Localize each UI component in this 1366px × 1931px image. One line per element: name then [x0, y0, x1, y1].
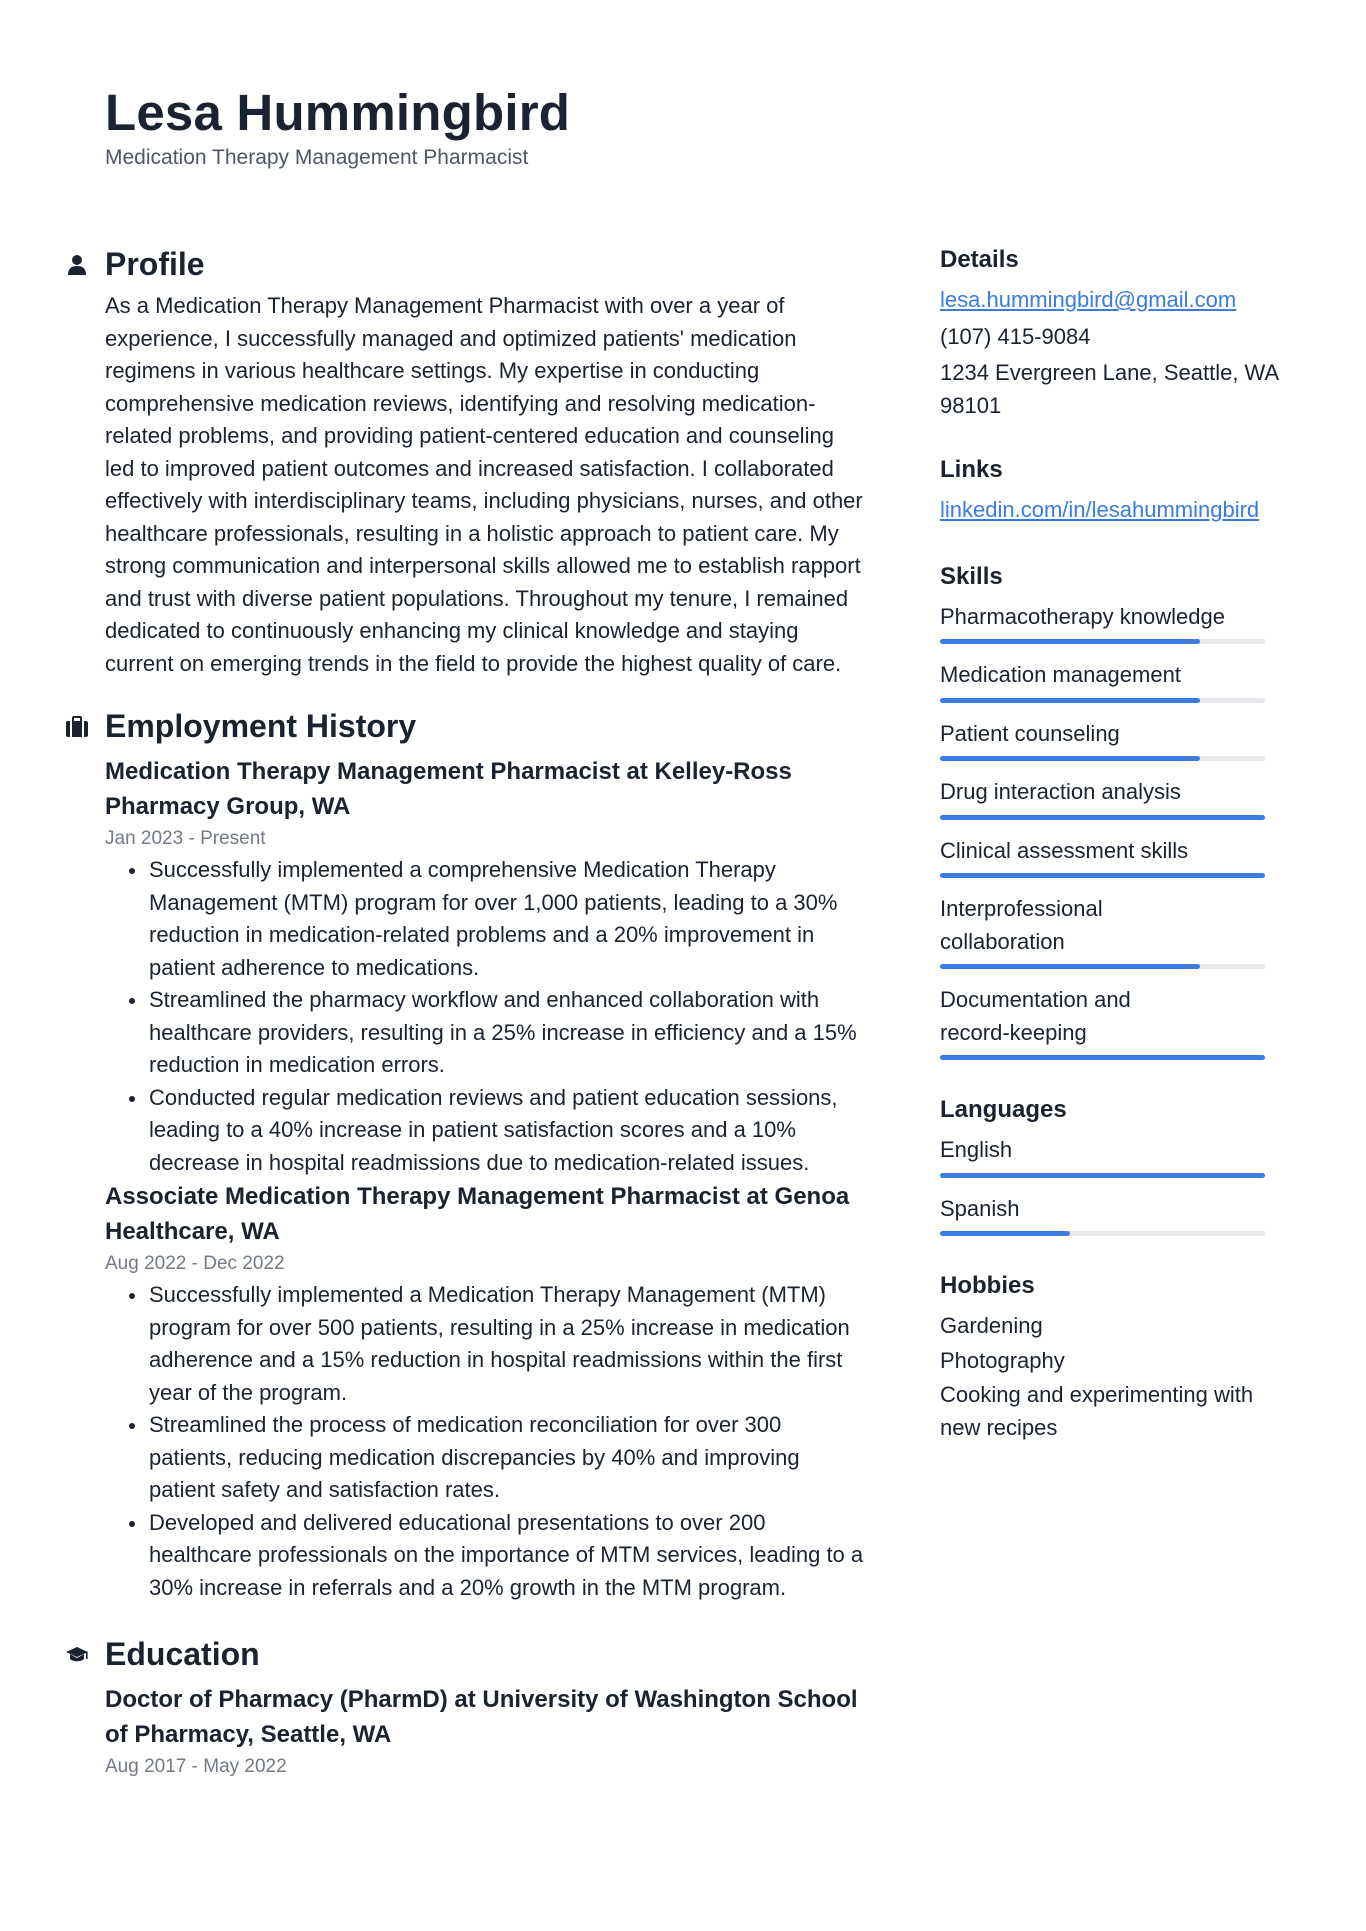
job-bullet: Developed and delivered educational presentations to over 200 healthcare professionals on the importance of MTM services, leading to a 30% increase in referrals and a 20% growth in the MTM program.	[149, 1507, 865, 1605]
job-title: Associate Medication Therapy Management Pharmacist at Genoa Healthcare, WA	[105, 1183, 850, 1245]
skill-label: Medication management	[940, 662, 1181, 687]
skill-item	[940, 893, 1280, 969]
details-heading: Details	[940, 246, 1019, 273]
hobby-item: Gardening	[940, 1313, 1043, 1338]
candidate-name: Lesa Hummingbird	[105, 84, 571, 141]
skill-level-fill	[940, 756, 1200, 761]
linkedin-link[interactable]: linkedin.com/in/lesahummingbird	[940, 497, 1260, 522]
skill-label: Documentation and record-keeping	[940, 987, 1131, 1045]
skill-item	[940, 718, 1280, 762]
job-dates: Jan 2023 - Present	[105, 828, 266, 849]
skill-item	[940, 659, 1280, 703]
job-entry	[105, 1179, 865, 1604]
skill-level-fill	[940, 698, 1200, 703]
profile-heading: Profile	[105, 246, 205, 282]
education-heading: Education	[105, 1636, 260, 1672]
education-dates: Aug 2017 - May 2022	[105, 1756, 287, 1777]
language-level-bar	[940, 1231, 1265, 1236]
skill-level-bar	[940, 639, 1265, 644]
skill-item	[940, 601, 1280, 645]
skill-item	[940, 984, 1280, 1060]
languages-list	[940, 1134, 1280, 1236]
education-section	[105, 1630, 865, 1782]
language-label: Spanish	[940, 1195, 1020, 1221]
main-column	[105, 240, 865, 1782]
address-text: 1234 Evergreen Lane, Seattle, WA 98101	[940, 360, 1278, 418]
skills-section	[940, 557, 1280, 1061]
job-dates: Aug 2022 - Dec 2022	[105, 1253, 285, 1274]
hobby-item: Cooking and experimenting with new recipes	[940, 1382, 1254, 1440]
job-bullet: Successfully implemented a Medication Therapy Management (MTM) program for over 500 patients, resulting in a 25% increase in medication adherence and a 15% reduction in hospital readmissions within the first year of the program.	[149, 1279, 865, 1409]
education-title: Doctor of Pharmacy (PharmD) at University of Washington School of Pharmacy, Seattle, WA	[105, 1686, 858, 1748]
skill-level-fill	[940, 873, 1265, 878]
candidate-title: Medication Therapy Management Pharmacist	[105, 146, 529, 169]
job-bullets	[105, 854, 865, 1179]
job-bullet: Streamlined the process of medication reconciliation for over 300 patients, reducing medication discrepancies by 40% and improving patient safety and satisfaction rates.	[149, 1409, 865, 1507]
skill-label: Drug interaction analysis	[940, 779, 1181, 804]
languages-section	[940, 1090, 1280, 1236]
job-entry	[105, 754, 865, 1179]
skill-label: Pharmacotherapy knowledge	[940, 603, 1225, 629]
skills-list	[940, 601, 1280, 1061]
job-bullet: Streamlined the pharmacy workflow and enhanced collaboration with healthcare providers, resulting in a 25% increase in efficiency and a 15% reduction in medication errors.	[149, 984, 865, 1082]
job-bullets	[105, 1279, 865, 1604]
details-section	[940, 240, 1280, 422]
links-section	[940, 450, 1280, 527]
job-title: Medication Therapy Management Pharmacist at Kelley-Ross Pharmacy Group, WA	[105, 758, 792, 820]
language-label: English	[940, 1137, 1013, 1162]
language-level-fill	[940, 1173, 1265, 1178]
skill-item	[940, 776, 1280, 820]
skill-label: Interprofessional collaboration	[940, 896, 1103, 954]
hobbies-heading: Hobbies	[940, 1272, 1035, 1299]
links-heading: Links	[940, 456, 1003, 483]
skill-label: Clinical assessment skills	[940, 837, 1189, 863]
skill-item	[940, 835, 1280, 879]
phone-text: (107) 415-9084	[940, 323, 1091, 349]
skill-level-bar	[940, 964, 1265, 969]
profile-section	[105, 240, 865, 680]
skill-level-bar	[940, 815, 1265, 820]
skill-level-fill	[940, 1055, 1265, 1060]
language-item	[940, 1134, 1280, 1178]
language-level-fill	[940, 1231, 1070, 1236]
job-bullet: Conducted regular medication reviews and patient education sessions, leading to a 40% increase in patient satisfaction scores and a 10% decrease in hospital readmissions due to medication-related issues.	[149, 1082, 865, 1180]
education-entry	[105, 1682, 865, 1782]
sidebar-column	[940, 240, 1280, 1444]
skill-level-fill	[940, 639, 1200, 644]
email-link[interactable]: lesa.hummingbird@gmail.com	[940, 287, 1237, 312]
language-level-bar	[940, 1173, 1265, 1178]
resume-header	[105, 82, 570, 172]
language-item	[940, 1193, 1280, 1237]
skill-level-bar	[940, 698, 1265, 703]
hobbies-section	[940, 1266, 1280, 1444]
skills-heading: Skills	[940, 562, 1003, 590]
profile-text: As a Medication Therapy Management Pharmacist with over a year of experience, I successfully managed and optimized patients' medication regimens in various healthcare settings. My expertise in conducting comprehensive medication reviews, identifying and resolving medication-related problems, and providing patient-centered education and counseling led to improved patient outcomes and increased satisfaction. I collaborated effectively with interdisciplinary teams, including physicians, nurses, and other healthcare professionals, resulting in a holistic approach to patient care. My strong communication and interpersonal skills allowed me to establish rapport and trust with diverse patient populations. Throughout my tenure, I remained dedicated to continuously enhancing my clinical knowledge and staying current on emerging trends in the field to provide the highest quality of care.	[105, 293, 863, 676]
person-icon	[64, 252, 90, 278]
graduation-cap-icon	[64, 1642, 90, 1668]
skill-level-fill	[940, 815, 1265, 820]
job-bullet: Successfully implemented a comprehensive Medication Therapy Management (MTM) program for over 1,000 patients, leading to a 30% reduction in medication-related problems and a 20% improvement in patient adherence to medications.	[149, 854, 865, 984]
hobby-item: Photography	[940, 1347, 1065, 1373]
skill-level-bar	[940, 1055, 1265, 1060]
employment-section	[105, 702, 865, 1604]
skill-level-fill	[940, 964, 1200, 969]
skill-label: Patient counseling	[940, 720, 1120, 746]
employment-heading: Employment History	[105, 708, 417, 744]
skill-level-bar	[940, 756, 1265, 761]
languages-heading: Languages	[940, 1096, 1067, 1123]
skill-level-bar	[940, 873, 1265, 878]
briefcase-icon	[64, 714, 90, 740]
